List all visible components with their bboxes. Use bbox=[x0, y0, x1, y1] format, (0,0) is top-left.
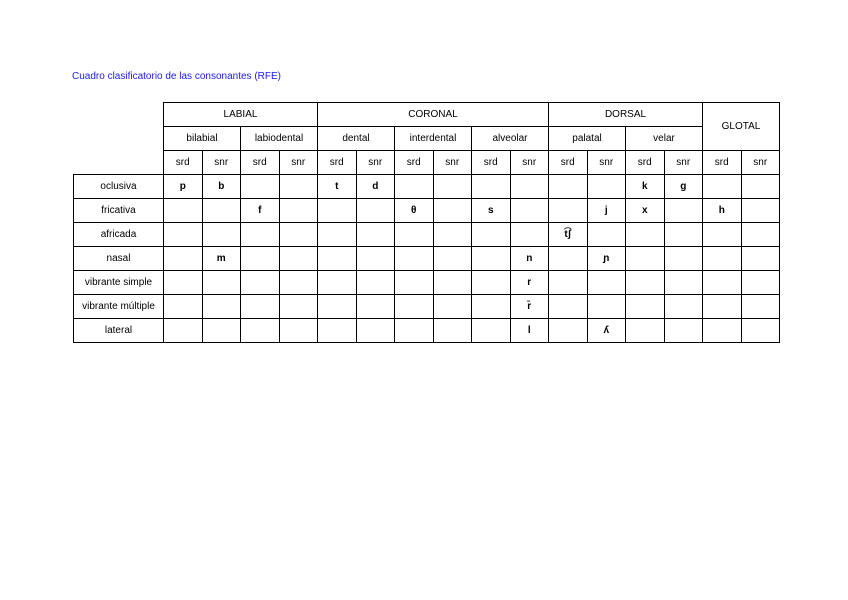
empty-cell bbox=[395, 247, 434, 271]
empty-cell bbox=[202, 223, 241, 247]
voicing-srd: srd bbox=[164, 151, 203, 175]
empty-cell bbox=[202, 319, 241, 343]
empty-cell bbox=[626, 223, 665, 247]
empty-cell bbox=[433, 271, 472, 295]
empty-cell bbox=[164, 223, 203, 247]
manner-label: nasal bbox=[74, 247, 164, 271]
manner-label: africada bbox=[74, 223, 164, 247]
manner-label: vibrante simple bbox=[74, 271, 164, 295]
empty-cell bbox=[664, 295, 703, 319]
consonant-symbol: x bbox=[626, 199, 665, 223]
empty-cell bbox=[164, 247, 203, 271]
consonant-symbol: n bbox=[510, 247, 549, 271]
voicing-srd: srd bbox=[318, 151, 357, 175]
empty-cell bbox=[202, 199, 241, 223]
voicing-srd: srd bbox=[395, 151, 434, 175]
page-title: Cuadro clasificatorio de las consonantes (RFE) bbox=[72, 71, 281, 82]
consonant-symbol: l bbox=[510, 319, 549, 343]
consonant-symbol: d bbox=[356, 175, 395, 199]
empty-cell bbox=[395, 223, 434, 247]
empty-cell bbox=[164, 295, 203, 319]
place-bilabial: bilabial bbox=[164, 127, 241, 151]
empty-cell bbox=[510, 199, 549, 223]
empty-cell bbox=[279, 319, 318, 343]
table-row bbox=[74, 295, 780, 319]
table-row bbox=[74, 199, 780, 223]
voicing-srd: srd bbox=[626, 151, 665, 175]
empty-cell bbox=[626, 247, 665, 271]
empty-cell bbox=[703, 175, 742, 199]
empty-cell bbox=[549, 271, 588, 295]
empty-cell bbox=[395, 295, 434, 319]
empty-cell bbox=[549, 247, 588, 271]
manner-rows bbox=[74, 175, 780, 343]
empty-cell bbox=[202, 271, 241, 295]
empty-cell bbox=[510, 223, 549, 247]
empty-cell bbox=[433, 199, 472, 223]
region-labial: LABIAL bbox=[164, 103, 318, 127]
empty-cell bbox=[664, 319, 703, 343]
empty-cell bbox=[472, 247, 511, 271]
consonant-symbol: θ bbox=[395, 199, 434, 223]
empty-cell bbox=[703, 247, 742, 271]
consonant-symbol: k bbox=[626, 175, 665, 199]
empty-cell bbox=[241, 223, 280, 247]
empty-cell bbox=[318, 271, 357, 295]
empty-cell bbox=[241, 271, 280, 295]
voicing-snr: snr bbox=[433, 151, 472, 175]
empty-cell bbox=[741, 247, 780, 271]
consonant-symbol: ɲ bbox=[587, 247, 626, 271]
empty-cell bbox=[549, 319, 588, 343]
table-row bbox=[74, 247, 780, 271]
empty-cell bbox=[433, 319, 472, 343]
empty-cell bbox=[472, 175, 511, 199]
consonant-symbol: t bbox=[318, 175, 357, 199]
consonant-symbol: b bbox=[202, 175, 241, 199]
empty-cell bbox=[395, 271, 434, 295]
voicing-srd: srd bbox=[703, 151, 742, 175]
empty-cell bbox=[279, 271, 318, 295]
empty-cell bbox=[587, 271, 626, 295]
consonant-symbol: f bbox=[241, 199, 280, 223]
empty-cell bbox=[703, 295, 742, 319]
empty-cell bbox=[279, 223, 318, 247]
manner-label: vibrante múltiple bbox=[74, 295, 164, 319]
empty-cell bbox=[587, 295, 626, 319]
empty-cell bbox=[472, 223, 511, 247]
empty-cell bbox=[549, 175, 588, 199]
manner-label: fricativa bbox=[74, 199, 164, 223]
region-glotal: GLOTAL bbox=[703, 103, 780, 151]
table-row bbox=[74, 175, 780, 199]
empty-cell bbox=[241, 175, 280, 199]
corner-cell bbox=[74, 151, 164, 175]
empty-cell bbox=[241, 247, 280, 271]
empty-cell bbox=[318, 295, 357, 319]
place-labiodental: labiodental bbox=[241, 127, 318, 151]
empty-cell bbox=[164, 199, 203, 223]
empty-cell bbox=[664, 199, 703, 223]
empty-cell bbox=[703, 319, 742, 343]
place-alveolar: alveolar bbox=[472, 127, 549, 151]
empty-cell bbox=[164, 271, 203, 295]
empty-cell bbox=[626, 319, 665, 343]
empty-cell bbox=[741, 199, 780, 223]
empty-cell bbox=[241, 319, 280, 343]
region-header-row bbox=[74, 103, 780, 127]
consonant-symbol: t͡ʃ bbox=[549, 223, 588, 247]
table-row bbox=[74, 271, 780, 295]
corner-cell bbox=[74, 103, 164, 127]
voicing-snr: snr bbox=[510, 151, 549, 175]
empty-cell bbox=[356, 295, 395, 319]
consonant-symbol: p bbox=[164, 175, 203, 199]
manner-label: lateral bbox=[74, 319, 164, 343]
empty-cell bbox=[510, 175, 549, 199]
place-interdental: interdental bbox=[395, 127, 472, 151]
empty-cell bbox=[318, 199, 357, 223]
empty-cell bbox=[472, 295, 511, 319]
voicing-header-row bbox=[74, 151, 780, 175]
empty-cell bbox=[741, 319, 780, 343]
empty-cell bbox=[279, 247, 318, 271]
empty-cell bbox=[587, 175, 626, 199]
voicing-snr: snr bbox=[587, 151, 626, 175]
empty-cell bbox=[741, 271, 780, 295]
consonant-table bbox=[73, 102, 780, 343]
empty-cell bbox=[587, 223, 626, 247]
voicing-srd: srd bbox=[472, 151, 511, 175]
voicing-snr: snr bbox=[279, 151, 318, 175]
empty-cell bbox=[664, 271, 703, 295]
empty-cell bbox=[626, 271, 665, 295]
voicing-snr: snr bbox=[741, 151, 780, 175]
empty-cell bbox=[279, 175, 318, 199]
empty-cell bbox=[472, 271, 511, 295]
consonant-symbol: m bbox=[202, 247, 241, 271]
voicing-snr: snr bbox=[664, 151, 703, 175]
table-row bbox=[74, 223, 780, 247]
empty-cell bbox=[433, 175, 472, 199]
empty-cell bbox=[356, 199, 395, 223]
empty-cell bbox=[549, 199, 588, 223]
empty-cell bbox=[626, 295, 665, 319]
voicing-srd: srd bbox=[241, 151, 280, 175]
place-palatal: palatal bbox=[549, 127, 626, 151]
empty-cell bbox=[703, 223, 742, 247]
empty-cell bbox=[433, 223, 472, 247]
consonant-symbol: h bbox=[703, 199, 742, 223]
empty-cell bbox=[395, 175, 434, 199]
voicing-srd: srd bbox=[549, 151, 588, 175]
empty-cell bbox=[549, 295, 588, 319]
empty-cell bbox=[741, 223, 780, 247]
place-velar: velar bbox=[626, 127, 703, 151]
empty-cell bbox=[356, 271, 395, 295]
empty-cell bbox=[318, 223, 357, 247]
voicing-snr: snr bbox=[202, 151, 241, 175]
region-coronal: CORONAL bbox=[318, 103, 549, 127]
table-row bbox=[74, 319, 780, 343]
corner-cell bbox=[74, 127, 164, 151]
empty-cell bbox=[472, 319, 511, 343]
empty-cell bbox=[356, 223, 395, 247]
empty-cell bbox=[279, 199, 318, 223]
consonant-symbol: r̄ bbox=[510, 295, 549, 319]
empty-cell bbox=[279, 295, 318, 319]
consonant-symbol: j bbox=[587, 199, 626, 223]
empty-cell bbox=[664, 223, 703, 247]
empty-cell bbox=[318, 319, 357, 343]
empty-cell bbox=[202, 295, 241, 319]
consonant-symbol: r bbox=[510, 271, 549, 295]
consonant-symbol: ʎ bbox=[587, 319, 626, 343]
empty-cell bbox=[356, 247, 395, 271]
empty-cell bbox=[703, 271, 742, 295]
empty-cell bbox=[318, 247, 357, 271]
empty-cell bbox=[241, 295, 280, 319]
place-header-row bbox=[74, 127, 780, 151]
empty-cell bbox=[433, 247, 472, 271]
empty-cell bbox=[356, 319, 395, 343]
voicing-snr: snr bbox=[356, 151, 395, 175]
consonant-symbol: g bbox=[664, 175, 703, 199]
region-dorsal: DORSAL bbox=[549, 103, 703, 127]
empty-cell bbox=[433, 295, 472, 319]
empty-cell bbox=[395, 319, 434, 343]
place-dental: dental bbox=[318, 127, 395, 151]
manner-label: oclusiva bbox=[74, 175, 164, 199]
empty-cell bbox=[741, 175, 780, 199]
empty-cell bbox=[164, 319, 203, 343]
empty-cell bbox=[741, 295, 780, 319]
consonant-symbol: s bbox=[472, 199, 511, 223]
empty-cell bbox=[664, 247, 703, 271]
